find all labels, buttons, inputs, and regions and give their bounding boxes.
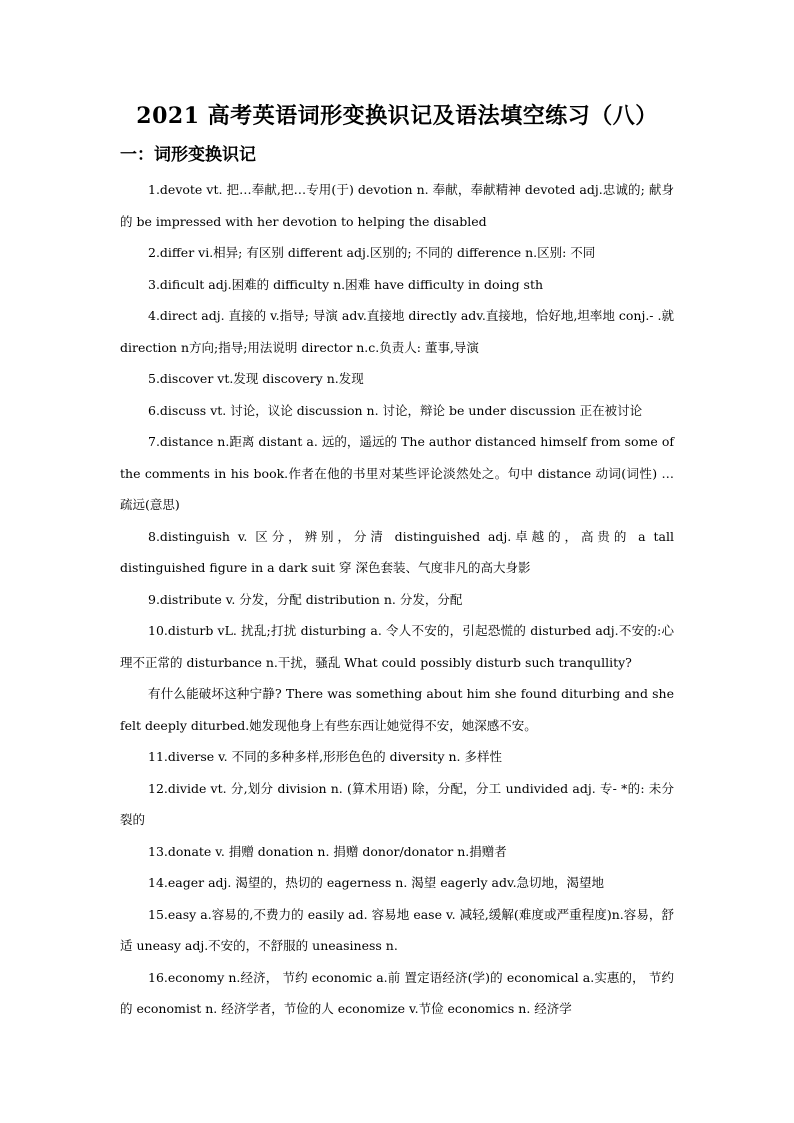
vocab-entry-distribute: 9.distribute v. 分发，分配 distribution n. 分发，分配 [148, 591, 463, 607]
vocab-entry-discover: 5.discover vt.发现 discovery n.发现 [148, 371, 364, 386]
vocab-entry-distance: 7.distance n.距离 distant a. 远的，遥远的 The author distanced himself from some of the comments in his book.作者在他的书里对某些评论淡然处之。句中 distance 动词(词性) …疏远(意思) [120, 434, 674, 512]
vocab-entry-difficult: 3.dificult adj.困难的 difficulty n.困难 have difficulty in doing sth [148, 276, 544, 292]
vocab-entry-disturb-example: 有什么能破坏这种宁静? There was something about him she found diturbing and she felt deeply diturbed.她发现他身上有些东西让她觉得不安，她深感不安。 [120, 686, 674, 733]
vocab-entry-eager: 14.eager adj. 渴望的，热切的 eagerness n. 渴望 eagerly adv.急切地，渴望地 [148, 875, 605, 890]
vocab-entry-differ: 2.differ vi.相异; 有区别 different adj.区别的; 不同的 difference n.区别: 不同 [148, 245, 596, 260]
vocab-entry-discuss: 6.discuss vt. 讨论，议论 discussion n. 讨论，辩论 be under discussion 正在被讨论 [148, 402, 643, 418]
vocab-entry-donate: 13.donate v. 捐赠 donation n. 捐赠 donor/donator n.捐赠者 [148, 843, 507, 859]
document-title: 2021 高考英语词形变换识记及语法填空练习（八） [136, 103, 658, 129]
vocabulary-list [120, 174, 674, 1025]
vocab-entry-devote: 1.devote vt. 把…奉献,把…专用(于) devotion n. 奉献，奉献精神 devoted adj.忠诚的; 献身的 be impressed with her devotion to helping the disabled [120, 182, 674, 229]
vocab-entry-easy: 15.easy a.容易的,不费力的 easily ad. 容易地 ease v. 减轻,缓解(难度或严重程度)n.容易，舒适 uneasy adj.不安的，不舒服的 uneasiness n. [120, 906, 674, 953]
vocab-entry-economy: 16.economy n.经济， 节约 economic a.前 置定语经济(学)的 economical a.实惠的， 节约的 economist n. 经济学者，节俭的人 economize v.节俭 economics n. 经济学 [120, 969, 674, 1016]
vocab-entry-diverse: 11.diverse v. 不同的多种多样,形形色色的 diversity n. 多样性 [148, 749, 502, 764]
vocab-entry-distinguish: 8.distinguish v. 区分，辨别，分清 distinguished adj.卓越的，高贵的 a tall distinguished figure in a dark suit 穿 深色套装、气度非凡的高大身影 [120, 528, 674, 575]
section-title: 一：词形变换识记 [120, 145, 256, 165]
vocab-entry-disturb: 10.disturb vL. 扰乱;打扰 disturbing a. 令人不安的，引起恐慌的 disturbed adj.不安的:心理不正常的 disturbance n.干扰，骚乱 What could possibly disturb such tranqullity? [120, 623, 674, 670]
vocab-entry-divide: 12.divide vt. 分,划分 division n. (算术用语) 除，分配，分工 undivided adj. 专- *的: 未分裂的 [120, 780, 674, 827]
vocab-entry-direct: 4.direct adj. 直接的 v.指导; 导演 adv.直接地 directly adv.直接地，恰好地,坦率地 conj.- .就 direction n方向;指导;用法说明 director n.c.负责人: 董事,导演 [120, 308, 674, 355]
